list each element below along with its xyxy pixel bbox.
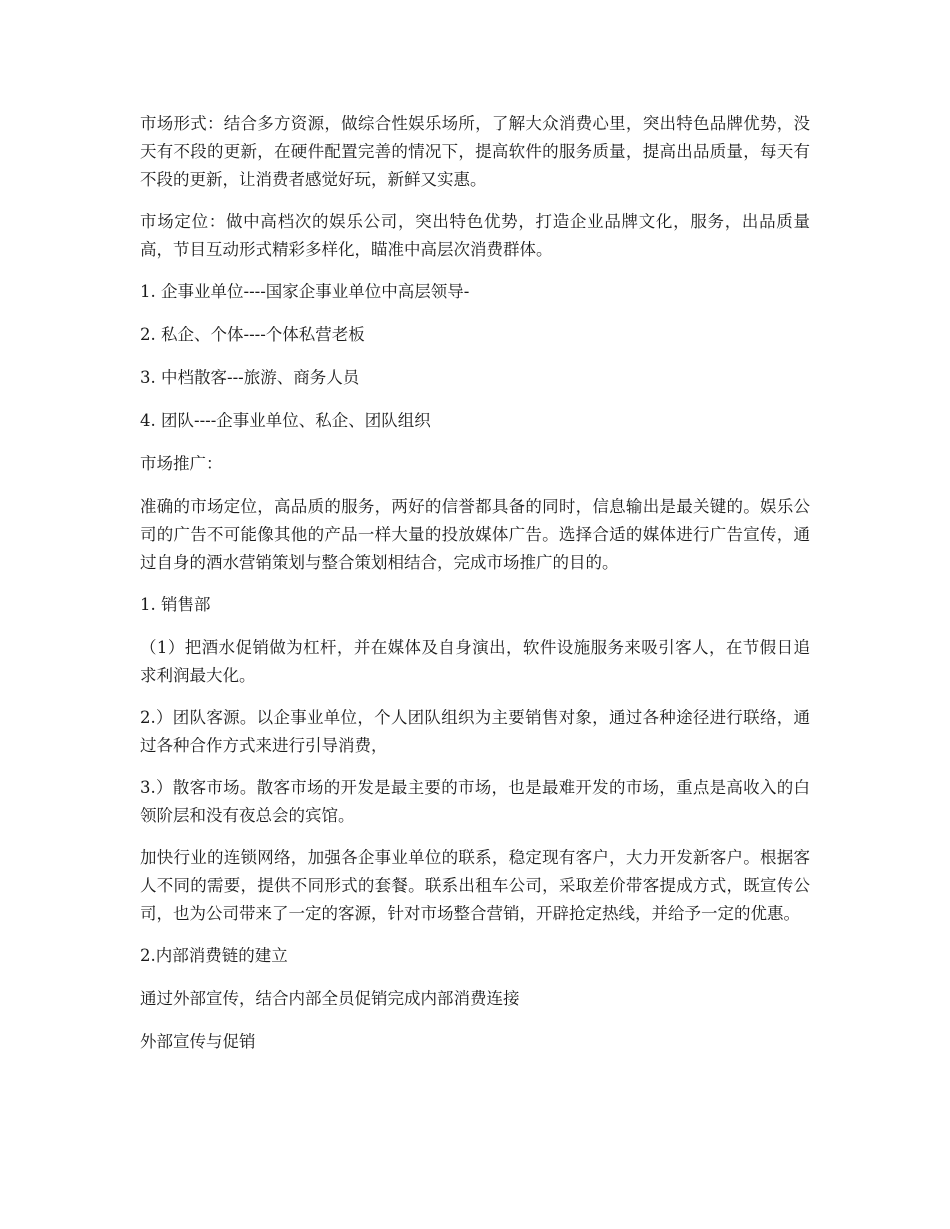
heading-external-promotion: 外部宣传与促销 [140, 1032, 256, 1051]
list-item-target-4: 4. 团队----企事业单位、私企、团队组织 [140, 411, 431, 430]
paragraph-market-positioning: 市场定位：做中高档次的娱乐公司，突出特色优势，打造企业品牌文化，服务，出品质量高，节目互动形式精彩多样化，瞄准中高层次消费群体。 [140, 212, 810, 259]
paragraph-market-form: 市场形式：结合多方资源，做综合性娱乐场所，了解大众消费心里，突出特色品牌优势，没天有不段的更新，在硬件配置完善的情况下，提高软件的服务质量，提高出品质量，每天有不段的更新，让消费者感觉好玩，新鲜又实惠。 [140, 114, 810, 189]
document-body [140, 110, 810, 1071]
heading-market-promotion: 市场推广： [140, 454, 223, 473]
paragraph-sales-3: 3.）散客市场。散客市场的开发是最主要的市场，也是最难开发的市场，重点是高收入的白领阶层和没有夜总会的宾馆。 [140, 778, 810, 825]
paragraph-promotion-intro: 准确的市场定位，高品质的服务，两好的信誉都具备的同时，信息输出是最关键的。娱乐公司的广告不可能像其他的产品一样大量的投放媒体广告。选择合适的媒体进行广告宣传，通过自身的酒水营销策划与整合策划相结合，完成市场推广的目的。 [140, 497, 810, 572]
heading-sales-department: 1. 销售部 [140, 595, 211, 614]
paragraph-internal-chain: 通过外部宣传，结合内部全员促销完成内部消费连接 [140, 989, 520, 1008]
list-item-target-3: 3. 中档散客---旅游、商务人员 [140, 368, 360, 387]
list-item-target-2: 2. 私企、个体----个体私营老板 [140, 325, 365, 344]
paragraph-sales-1: （1）把酒水促销做为杠杆，并在媒体及自身演出，软件设施服务来吸引客人，在节假日追求利润最大化。 [140, 638, 810, 685]
paragraph-sales-2: 2.）团队客源。以企事业单位，个人团队组织为主要销售对象，通过各种途径进行联络，通过各种合作方式来进行引导消费， [140, 708, 810, 755]
heading-internal-chain: 2.内部消费链的建立 [140, 946, 288, 965]
list-item-target-1: 1. 企事业单位----国家企事业单位中高层领导- [140, 282, 470, 301]
paragraph-network: 加快行业的连锁网络，加强各企事业单位的联系，稳定现有客户，大力开发新客户。根据客人不同的需要，提供不同形式的套餐。联系出租车公司，采取差价带客提成方式，既宣传公司，也为公司带来了一定的客源，针对市场整合营销，开辟抢定热线，并给予一定的优惠。 [140, 848, 810, 923]
